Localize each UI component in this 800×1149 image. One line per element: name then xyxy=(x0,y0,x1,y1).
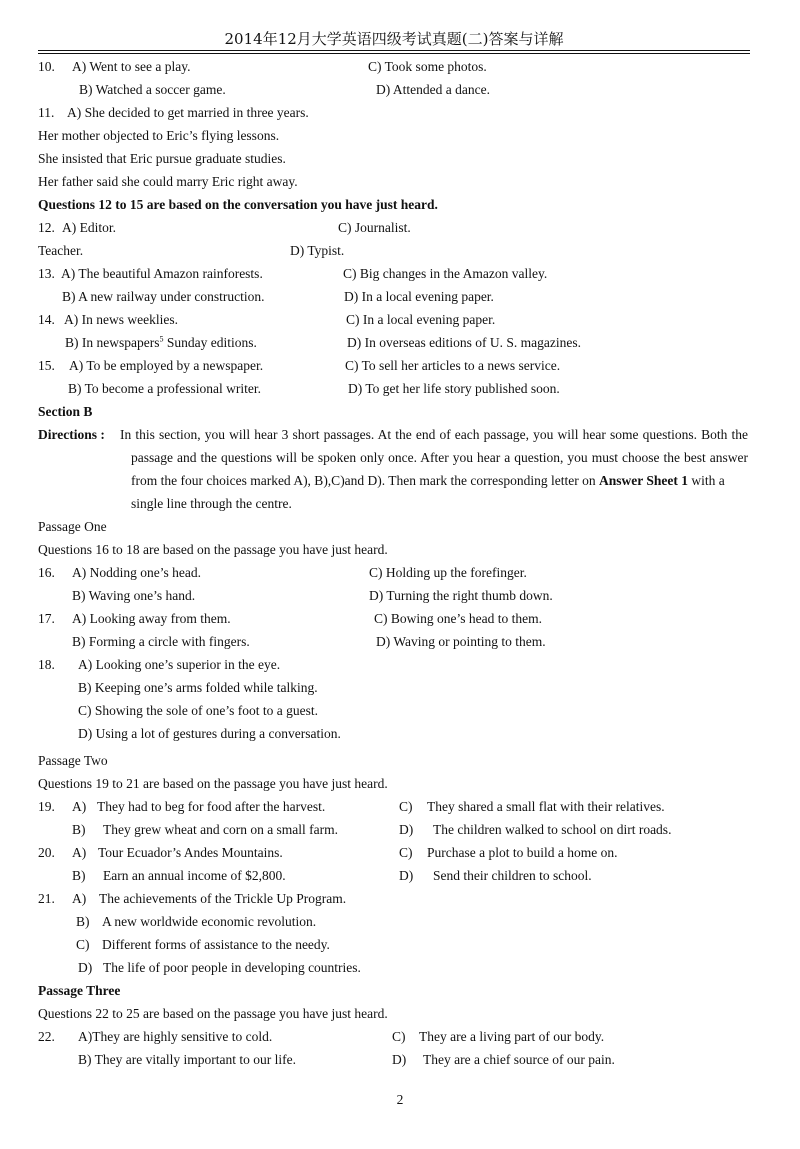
option-c: She insisted that Eric pursue graduate studies. xyxy=(38,151,286,166)
passage-heading: Passage Two xyxy=(38,753,108,768)
answer-sheet-ref: Answer Sheet 1 xyxy=(599,473,688,488)
option-c: C) To sell her articles to a news service. xyxy=(345,358,561,373)
option-c-letter: C) xyxy=(392,1029,406,1044)
question-number: 10. xyxy=(38,59,55,74)
option-b: B) Watched a soccer game. xyxy=(79,82,226,97)
option-a-letter: A) xyxy=(72,845,87,860)
option-b: B) Forming a circle with fingers. xyxy=(72,634,250,649)
option-c: C) In a local evening paper. xyxy=(346,312,496,327)
option-d: D) In a local evening paper. xyxy=(344,289,494,304)
option-b-text-end: Sunday editions. xyxy=(163,335,257,350)
questions-heading: Questions 22 to 25 are based on the passage you have just heard. xyxy=(38,1006,388,1021)
option-b: B) Keeping one’s arms folded while talking. xyxy=(78,680,318,695)
questions-heading: Questions 16 to 18 are based on the passage you have just heard. xyxy=(38,542,388,557)
conversation-heading: Questions 12 to 15 are based on the conversation you have just heard. xyxy=(38,197,438,212)
option-c: C) Showing the sole of one’s foot to a guest. xyxy=(78,703,318,718)
question-number: 21. xyxy=(38,891,55,906)
option-c-letter: C) xyxy=(76,937,90,952)
directions-line: single line through the centre. xyxy=(131,496,292,511)
option-b: A new worldwide economic revolution. xyxy=(102,914,317,929)
option-d-letter: D) xyxy=(78,960,93,975)
option-a: A) To be employed by a newspaper. xyxy=(69,358,264,373)
option-b: B) Waving one’s hand. xyxy=(72,588,196,603)
question-number: 18. xyxy=(38,657,55,672)
question-number: 22. xyxy=(38,1029,55,1044)
header-rule-thin xyxy=(38,53,750,54)
option-a: A) In news weeklies. xyxy=(64,312,178,327)
option-a: The achievements of the Trickle Up Program. xyxy=(99,891,347,906)
option-d: Her father said she could marry Eric right away. xyxy=(38,174,298,189)
option-d: The life of poor people in developing countries. xyxy=(103,960,361,975)
option-d: They are a chief source of our pain. xyxy=(423,1052,615,1067)
directions-line xyxy=(131,472,725,489)
option-c: C) Took some photos. xyxy=(368,59,487,74)
superscript: 5 xyxy=(159,334,164,344)
option-d: The children walked to school on dirt roads. xyxy=(433,822,672,837)
option-c: Different forms of assistance to the needy. xyxy=(102,937,330,952)
option-d-letter: D) xyxy=(399,868,414,883)
option-b: B) A new railway under construction. xyxy=(62,289,265,304)
directions-text: from the four choices marked A), B),C)and D). Then mark the corresponding letter on xyxy=(131,473,599,488)
option-a: A)They are highly sensitive to cold. xyxy=(78,1029,273,1044)
question-number: 13. xyxy=(38,266,55,281)
question-number: 20. xyxy=(38,845,55,860)
option-a: A) Looking one’s superior in the eye. xyxy=(78,657,281,672)
option-d: D) In overseas editions of U. S. magazines. xyxy=(347,335,581,350)
option-b: B) To become a professional writer. xyxy=(68,381,262,396)
option-a: A) Nodding one’s head. xyxy=(72,565,201,580)
directions-label: Directions : xyxy=(38,427,105,442)
option-b-letter: B) xyxy=(72,822,86,837)
option-b-letter: B) xyxy=(76,914,90,929)
questions-heading: Questions 19 to 21 are based on the passage you have just heard. xyxy=(38,776,388,791)
question-number: 12. xyxy=(38,220,55,235)
option-c: They are a living part of our body. xyxy=(419,1029,605,1044)
option-d: D) Typist. xyxy=(290,243,345,258)
option-a: They had to beg for food after the harvest. xyxy=(97,799,326,814)
option-b xyxy=(65,334,257,351)
header-rule xyxy=(38,50,750,51)
option-c: C) Bowing one’s head to them. xyxy=(374,611,542,626)
section-heading: Section B xyxy=(38,404,93,419)
option-c: They shared a small flat with their relatives. xyxy=(427,799,665,814)
directions-line: In this section, you will hear 3 short passages. At the end of each passage, you will hear some questions. Both the xyxy=(120,427,748,442)
option-b: Earn an annual income of $2,800. xyxy=(103,868,286,883)
option-d: D) Turning the right thumb down. xyxy=(369,588,553,603)
option-a: A) She decided to get married in three years. xyxy=(67,105,309,120)
option-b: Her mother objected to Eric’s flying lessons. xyxy=(38,128,280,143)
option-a: A) Editor. xyxy=(62,220,116,235)
option-d: D) To get her life story published soon. xyxy=(348,381,560,396)
option-a: A) The beautiful Amazon rainforests. xyxy=(61,266,263,281)
option-d-letter: D) xyxy=(392,1052,407,1067)
passage-heading: Passage One xyxy=(38,519,107,534)
option-c: C) Big changes in the Amazon valley. xyxy=(343,266,548,281)
directions-line: passage and the questions will be spoken only once. After you hear a question, you must choose the best answer xyxy=(131,450,748,465)
question-number: 17. xyxy=(38,611,55,626)
option-d: D) Attended a dance. xyxy=(376,82,490,97)
option-c-letter: C) xyxy=(399,799,413,814)
option-a-letter: A) xyxy=(72,799,87,814)
option-d: D) Waving or pointing to them. xyxy=(376,634,546,649)
option-b-text: B) In newspapers xyxy=(65,335,160,350)
option-d: Send their children to school. xyxy=(433,868,592,883)
option-b: They grew wheat and corn on a small farm. xyxy=(103,822,339,837)
question-number: 15. xyxy=(38,358,55,373)
question-number: 14. xyxy=(38,312,55,327)
option-a: Tour Ecuador’s Andes Mountains. xyxy=(98,845,283,860)
option-a-letter: A) xyxy=(72,891,87,906)
option-c: Purchase a plot to build a home on. xyxy=(427,845,618,860)
option-d-letter: D) xyxy=(399,822,414,837)
question-number: 16. xyxy=(38,565,55,580)
question-number: 11. xyxy=(38,105,55,120)
option-c-letter: C) xyxy=(399,845,413,860)
option-a: A) Went to see a play. xyxy=(72,59,191,74)
option-b-letter: B) xyxy=(72,868,86,883)
option-a: A) Looking away from them. xyxy=(72,611,231,626)
directions-text-end: with a xyxy=(688,473,725,488)
question-number: 19. xyxy=(38,799,55,814)
option-c: C) Holding up the forefinger. xyxy=(369,565,527,580)
option-b: Teacher. xyxy=(38,243,84,258)
option-d: D) Using a lot of gestures during a conversation. xyxy=(78,726,341,741)
option-c: C) Journalist. xyxy=(338,220,411,235)
page-header-title: 2014年12月大学英语四级考试真题(二)答案与详解 xyxy=(224,30,564,48)
passage-heading: Passage Three xyxy=(38,983,121,998)
option-b: B) They are vitally important to our life. xyxy=(78,1052,296,1067)
page-number: 2 xyxy=(396,1092,404,1107)
